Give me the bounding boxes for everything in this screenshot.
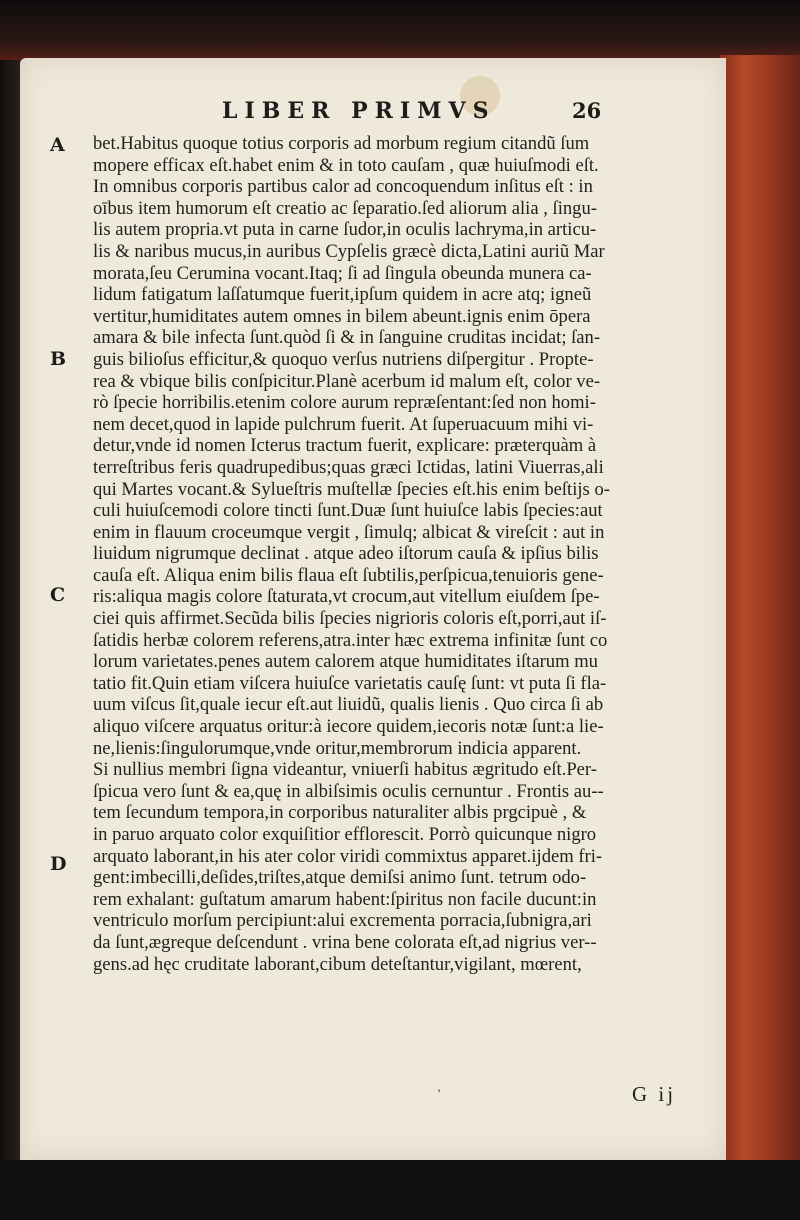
margin-letter-b: B [50, 348, 67, 370]
text-line: gens.ad hęc cruditate laborant,cibum deteſtantur,vigilant, mœrent, [93, 953, 582, 975]
text-line: morata,ſeu Cerumina vocant.Itaq; ſi ad ſingula obeunda munera ca- [93, 262, 592, 284]
text-line: In omnibus corporis partibus calor ad concoquendum inſitus eſt : in [93, 176, 593, 198]
text-line: Si nullius membri ſigna videantur, vniuerſi habitus ægritudo eſt.Per- [93, 759, 597, 781]
text-line: rem exhalant: guſtatum amarum habent:ſpiritus non facile ducunt:in [93, 888, 597, 910]
text-line: ne,lienis:ſingulorumque,vnde oritur,membrorum indicia apparent. [93, 737, 582, 759]
text-line: lis & naribus mucus,in auribus Cypſelis græcè dicta,Latini auriũ Mar [93, 240, 605, 262]
text-line: enim in flauum croceumque vergit , ſimulq; albicat & vireſcit : aut in [93, 521, 605, 543]
text-line: bet.Habitus quoque totius corporis ad morbum regium citandũ ſum [93, 133, 590, 154]
book-page [20, 58, 726, 1160]
margin-letter-d: D [50, 853, 67, 875]
text-line: ventriculo morſum percipiunt:alui excrementa porracia,ſubnigra,ari [93, 910, 592, 932]
text-line: guis bilioſus efficitur,& quoquo verſus nutriens diſpergitur . Propte- [93, 348, 594, 370]
text-line: qui Martes vocant.& Sylueſtris muſtellæ ſpecies eſt.his enim beſtijs o- [93, 478, 610, 500]
text-line: amara & bile infecta ſunt.quòd ſi & in ſanguine cruditas incidat; ſan- [93, 327, 601, 349]
text-line: culi huiuſcemodi colore tincti ſunt.Duæ ſunt huiuſce labis ſpecies:aut [93, 500, 603, 522]
text-line: rea & vbique bilis conſpicitur.Planè acerbum id malum eſt, color ve- [93, 370, 601, 392]
text-line: ſpicua vero ſunt & ea,quę in albiſsimis oculis cernuntur . Frontis au-- [93, 780, 604, 802]
text-line: nem decet,quod in lapide pulchrum fuerit. At ſuperuacuum mihi vi- [93, 413, 594, 435]
text-line: da ſunt,ægreque deſcendunt . vrina bene colorata eſt,ad nigrius ver-- [93, 931, 597, 953]
text-line: lorum varietates.penes autem calorem atque humiditates iſtarum mu [93, 651, 598, 673]
text-line: tatio fit.Quin etiam viſcera huiuſce varietatis cauſę ſunt: vt puta ſi fla- [93, 672, 607, 694]
text-line: mopere efficax eſt.habet enim & in toto cauſam , quæ huiuſmodi eſt. [93, 154, 599, 176]
text-line: vertitur,humiditates autem omnes in bilem abeunt.ignis enim ōpera [93, 305, 591, 327]
book-edge-right [720, 55, 800, 1165]
ink-mark: ’ [437, 1086, 441, 1100]
signature-mark: G ij [632, 1082, 677, 1106]
text-line: arquato laborant,in his ater color viridi commixtus apparet.ijdem fri- [93, 845, 603, 867]
scan-background-bottom [0, 1160, 800, 1220]
text-line: aliquo viſcere arquatus oritur:à iecore quidem,iecoris notæ ſunt:a lie- [93, 716, 604, 738]
text-line: in paruo arquato color exquiſitior efflorescit. Porrò quicunque nigro [93, 824, 597, 845]
running-head [20, 98, 726, 128]
text-line: tem ſecundum tempora,in corporibus naturaliter albis prgcipuè , & [93, 802, 587, 824]
text-line: gent:imbecilli,deſides,triſtes,atque demiſsi animo ſunt. tetrum odo- [93, 867, 587, 889]
text-line: ſatidis herbæ colorem referens,atra.inter hæc extrema infinitæ ſunt co [93, 629, 608, 651]
text-line: lis autem propria.vt puta in carne ſudor,in oculis lachryma,in articu- [93, 219, 597, 241]
running-title: LIBER PRIMVS [222, 98, 496, 124]
text-line: lidum fatigatum laſſatumque fuerit,ipſum quidem in acre atq; igneũ [93, 284, 592, 306]
text-line: oībus item humorum eſt creatio ac ſeparatio.ſed aliorum alia , ſingu- [93, 197, 597, 219]
text-line: liuidum nigrumque declinat . atque adeo iſtorum cauſa & ipſius bilis [93, 543, 599, 565]
text-line: ris:aliqua magis colore ſtaturata,vt crocum,aut vitellum eiuſdem ſpe- [93, 586, 600, 608]
book-edge-left [0, 60, 22, 1160]
text-line: cauſa eſt. Aliqua enim bilis flaua eſt ſubtilis,perſpicua,tenuioris gene- [93, 564, 604, 586]
text-line: ciei quis affirmet.Secũda bilis ſpecies nigrioris coloris eſt,porri,aut iſ- [93, 608, 607, 630]
text-line: detur,vnde id nomen Icterus tractum fuerit, explicare: præterquàm à [93, 435, 597, 457]
text-line: uum viſcus ſit,quale iecur eſt.aut liuidũ, qualis lienis . Quo circa ſi ab [93, 694, 604, 716]
page-number: 26 [572, 98, 602, 123]
text-line: rò ſpecie horribilis.etenim colore aurum repræſentant:ſed non homi- [93, 392, 596, 414]
margin-letter-a: A [50, 134, 65, 156]
margin-letter-c: C [50, 584, 66, 606]
text-line: terreſtribus feris quadrupedibus;quas græci Ictidas, latini Viuerras,ali [93, 456, 604, 478]
body-text [93, 133, 715, 975]
